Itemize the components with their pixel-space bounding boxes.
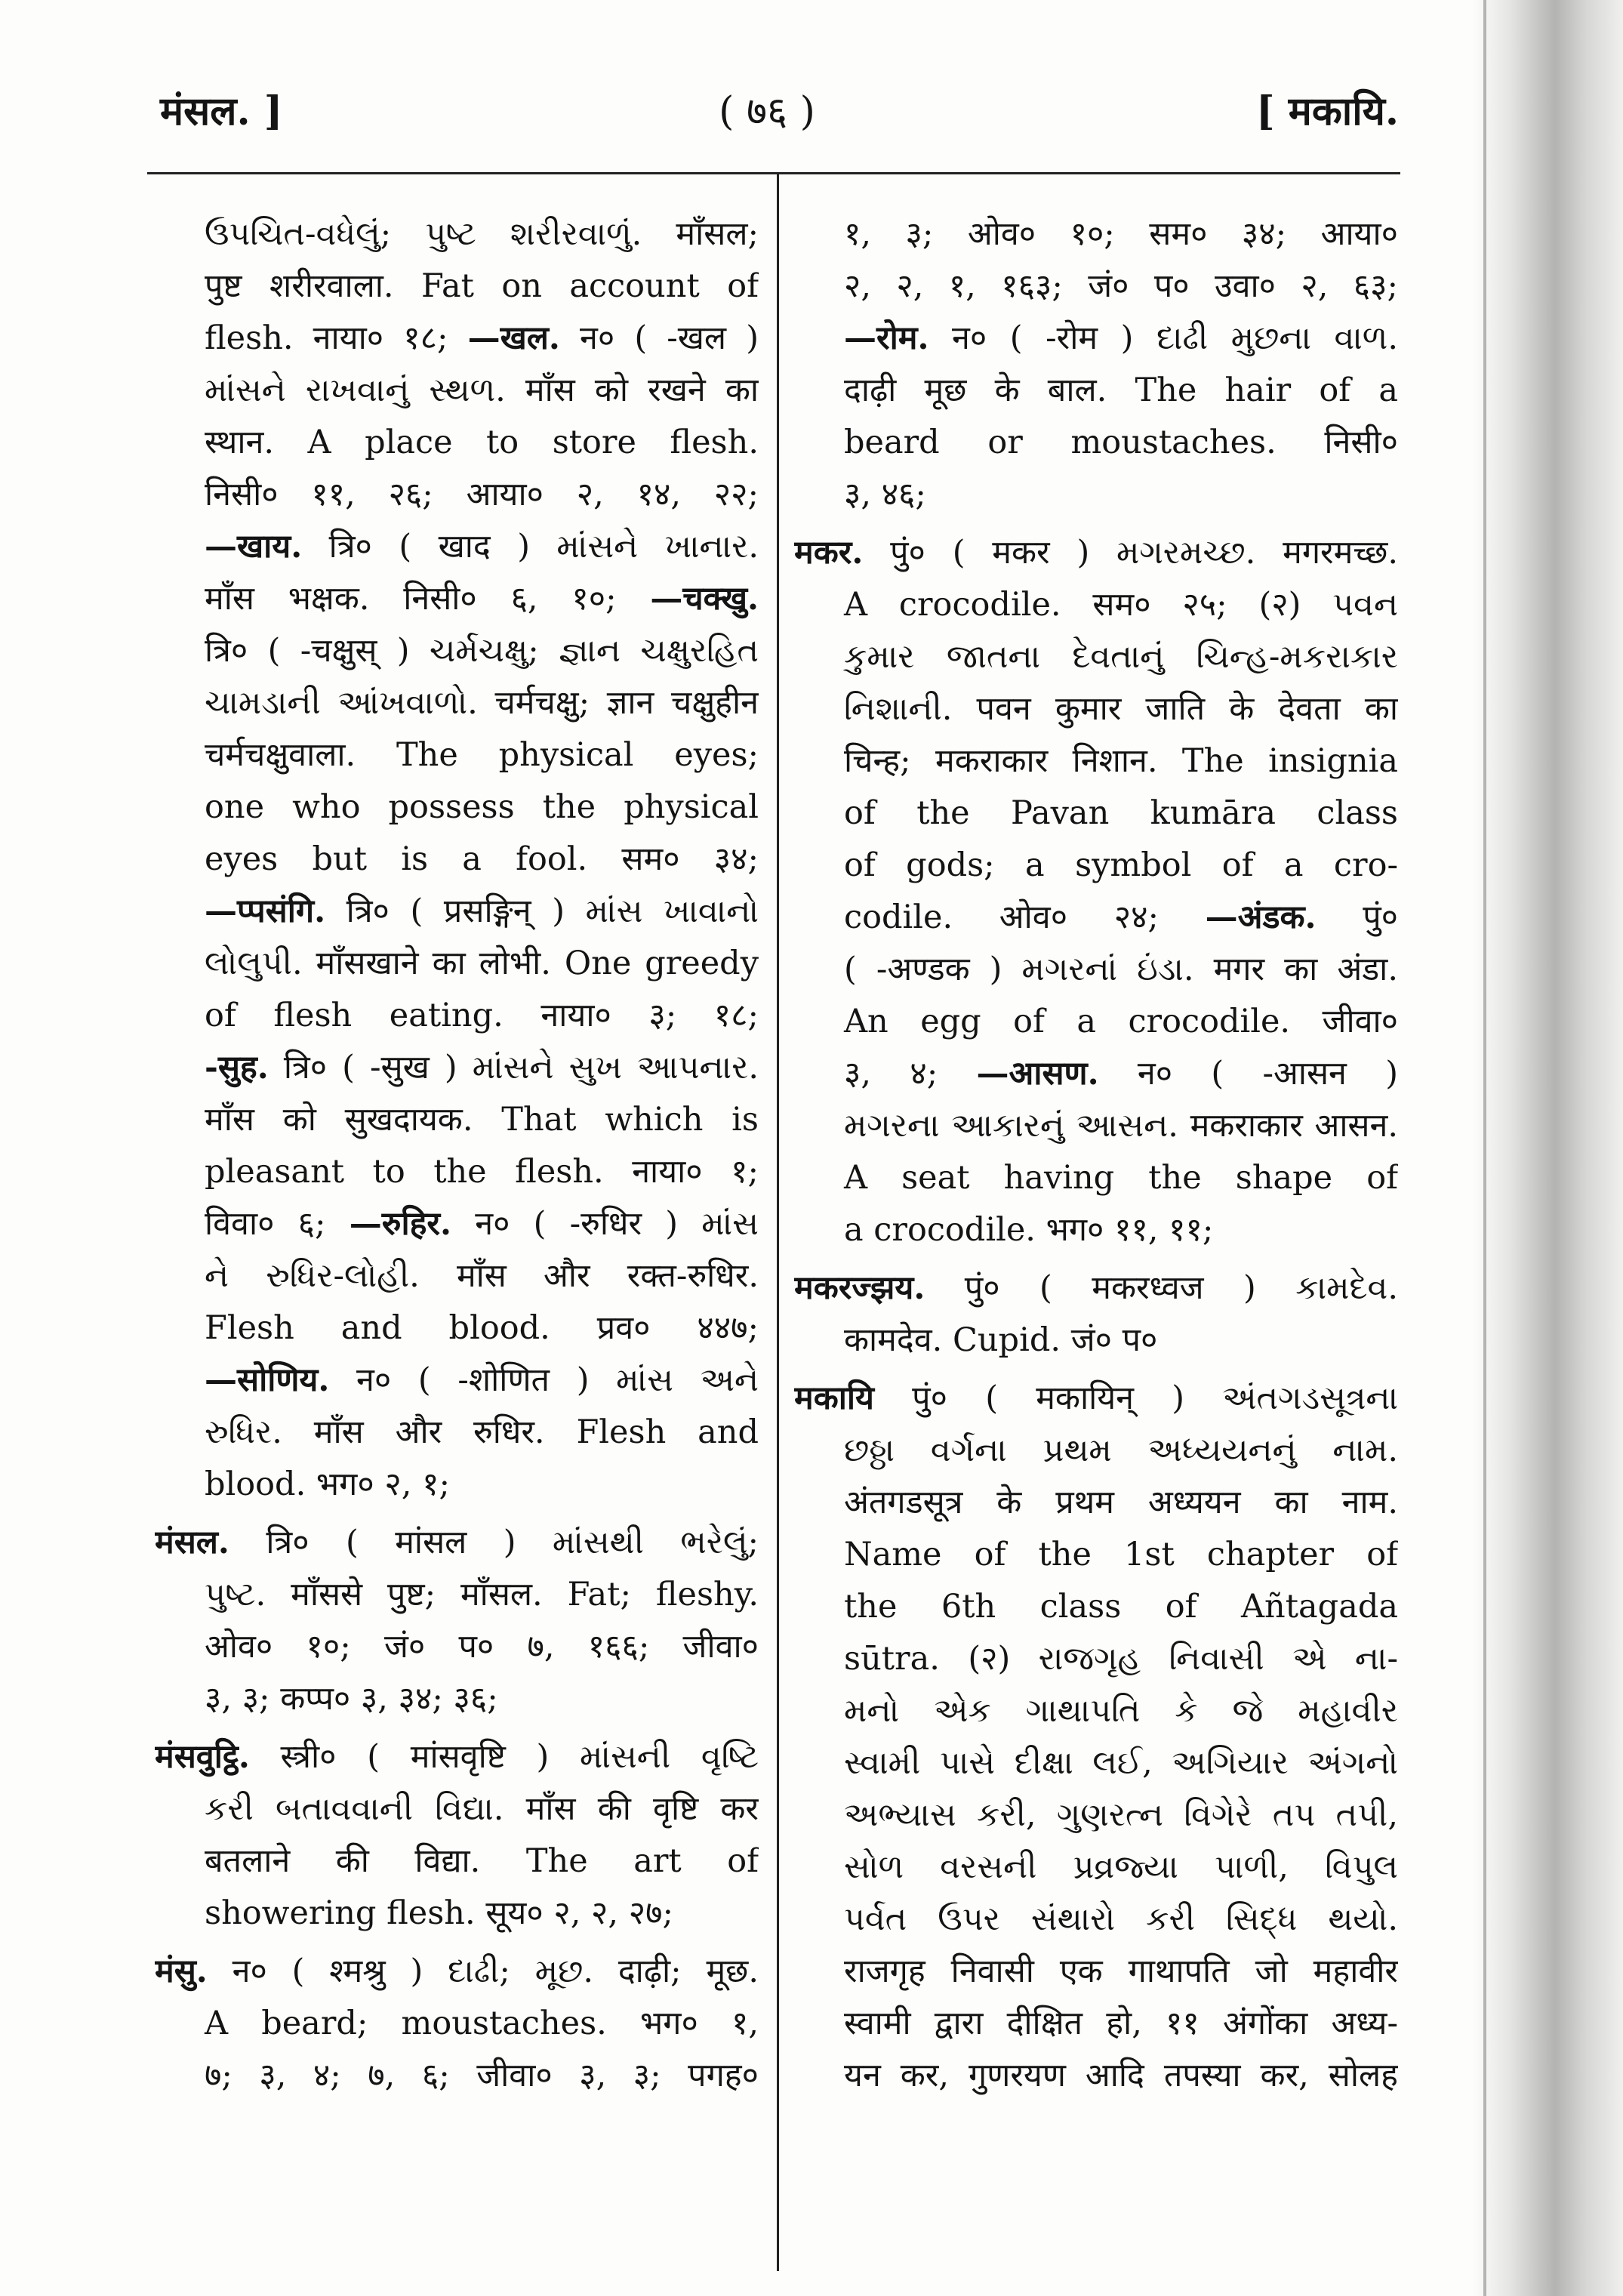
text-line [794,787,1398,840]
page-edge-line [1483,0,1486,2296]
entry-text: codile. ओव० २४; [844,898,1206,936]
text-line [155,1569,759,1621]
text-line [794,1425,1398,1477]
right-column [794,208,1398,2141]
text-line [155,1731,759,1783]
entry-text: A seat having the shape of [844,1159,1398,1197]
text-line [794,1946,1398,1998]
page-number: ( ७६ ) [719,89,815,134]
entry-text: one who possess the physical [205,788,759,826]
text-line [155,1621,759,1673]
sub-headword: —रुहिर. [349,1205,451,1243]
entry-text: the 6th class of Añtagada [844,1588,1398,1626]
entry-text: pleasant to the flesh. नाया० १; [205,1153,759,1191]
entry-text: बतलाने की विद्या. The art of [205,1842,759,1880]
text-line [155,1783,759,1835]
text-line [155,1198,759,1250]
dictionary-entry [794,527,1398,1256]
entry-text: चर्मचक्षुवाला. The physical eyes; [205,736,759,774]
entry-text: पुष्ट शरीरवाला. Fat on account of [205,267,759,305]
entry-text: निसी० ११, २६; आया० २, १४, २२; [205,476,759,513]
entry-text: स्त्री० ( मांसवृष्टि ) માંસની વૃષ્ટિ [249,1738,759,1776]
dictionary-entry [155,1946,759,2102]
text-line [794,1685,1398,1737]
text-line [155,260,759,313]
text-line [155,990,759,1042]
entry-text: पुं० [1316,898,1398,936]
text-line [794,208,1398,260]
text-line [155,1673,759,1725]
text-line [155,1042,759,1094]
entry-text: ઉપચિત-વધેલું; પુષ્ટ શરીરવાળું. माँसल; [205,215,759,253]
entry-text: त्रि० ( खाद ) માંસને ખાનાર. [302,528,759,566]
text-line [794,1314,1398,1367]
entry-text: અભ્યાસ કરી, ગુણરત્ન વિગેરે તપ તપી, [844,1796,1398,1834]
left-column [155,208,759,2141]
text-line [155,729,759,781]
entry-text: ओव० १०; जं० प० ७, १६६; जीवा० [205,1628,759,1666]
text-line [794,1737,1398,1789]
entry-text: A crocodile. सम० २५; (२) પવન [844,586,1398,624]
entry-text: નિશાની. पवन कुमार जाति के देवता का [844,690,1398,728]
entry-text: રુધિર. माँस और रुधिर. Flesh and [205,1413,759,1451]
entry-text: છઠ્ઠા વર્ગના પ્રથમ અધ્યયનનું નામ. [844,1432,1398,1469]
entry-text: न० ( -आसन ) [1098,1055,1398,1093]
text-line [155,208,759,260]
text-line [155,1946,759,1998]
text-line [155,1250,759,1302]
text-line [155,1835,759,1888]
text-line [155,886,759,938]
text-line [794,1477,1398,1529]
dictionary-entry [155,1517,759,1725]
entry-text: पुं० ( मकरध्वज ) કામદેવ. [925,1269,1398,1307]
text-line [794,1152,1398,1204]
entry-text: ७; ३, ४; ७, ६; जीवा० ३, ३; पगह० [205,2057,759,2094]
text-line [794,1100,1398,1152]
text-line [794,1048,1398,1100]
entry-text: Name of the 1st chapter of [844,1536,1398,1573]
text-line [794,840,1398,892]
entry-text: માંસને રાખવાનું સ્થળ. माँस को रखने का [205,371,759,409]
text-line [155,1354,759,1407]
text-line [794,527,1398,579]
entry-text: eyes but is a fool. सम० ३४; [205,840,759,878]
entry-text: ને રુધિર-લોહી. माँस और रक्त-रुधिर. [205,1257,759,1295]
entry-text: २, २, १, १६३; जं० प० उवा० २, ६३; [844,267,1398,305]
entry-text: showering flesh. सूय० २, २, २७; [205,1894,673,1932]
entry-text: न० ( -शोणित ) માંસ અને [329,1361,759,1399]
text-line [794,469,1398,521]
text-line [155,1407,759,1459]
entry-text: કરી બતાવવાની વિદ્યા. माँस की वृष्टि कर [205,1790,759,1828]
entry-text: beard or moustaches. निसी० [844,424,1398,461]
text-line [155,677,759,729]
entry-text: १, ३; ओव० १०; सम० ३४; आया० [844,215,1398,253]
text-line [794,683,1398,735]
entry-text: A beard; moustaches. भग० १, [205,2005,759,2042]
text-line [155,2050,759,2102]
text-line [155,938,759,990]
entry-text: न० ( -रुधिर ) માંસ [451,1205,759,1243]
entry-text: of the Pavan kumāra class [844,794,1398,832]
headword: मकर. [794,534,864,572]
headword: मंसवुट्ठि. [155,1738,250,1776]
text-line [794,579,1398,631]
headword: मकरज्झय. [794,1269,925,1307]
text-line [155,1302,759,1354]
text-line [794,260,1398,313]
entry-text: न० ( -रोम ) દાઢી મુછના વાળ. [929,319,1398,357]
sub-headword: —खाय. [205,528,303,566]
header-rule [147,172,1400,174]
running-head-left: मंसल. ] [160,88,283,134]
dictionary-entry [794,1262,1398,1367]
text-line [794,1373,1398,1425]
entry-text: ३, ४; [844,1055,977,1093]
headword: मंसल. [155,1524,229,1561]
sub-headword: —रोम. [844,319,929,357]
text-line [794,631,1398,683]
dictionary-entry [794,1373,1398,2102]
text-line [794,1894,1398,1946]
text-line [155,1888,759,1940]
text-line [794,944,1398,996]
running-head-right: [ मकायि. [1256,88,1399,134]
entry-text: of flesh eating. नाया० ३; १८; [205,997,759,1034]
text-line [155,469,759,521]
text-line [794,996,1398,1048]
text-line [155,417,759,469]
text-line [794,1998,1398,2050]
column-divider [777,172,779,2271]
entry-text: माँस को सुखदायक. That which is [205,1101,759,1139]
sub-headword: —खल. [467,319,560,357]
dictionary-entry [155,1731,759,1940]
text-line [794,1633,1398,1685]
entry-text: પર્વત ઉપર સંથારો કરી સિદ્ધ થયો. [844,1900,1398,1938]
entry-text: न० ( श्मश्रु ) દાઢી; મૂછ. दाढ़ी; मूछ. [207,1952,759,1990]
entry-text: अंतगडसूत्र के प्रथम अध्ययन का नाम. [844,1484,1398,1521]
text-line [794,892,1398,944]
entry-text: चिन्ह; मकराकार निशान. The insignia [844,742,1398,780]
text-line [794,735,1398,787]
text-line [155,521,759,573]
entry-text: यन कर, गुणरयण आदि तपस्या कर, सोलह [844,2057,1398,2094]
text-line [155,313,759,365]
dictionary-entry [794,208,1398,521]
text-line [794,1529,1398,1581]
entry-text: त्रि० ( मांसल ) માંસથી ભરેલું; [229,1524,759,1561]
entry-text: Flesh and blood. प्रव० ४४७; [205,1309,759,1347]
text-line [155,834,759,886]
text-line [794,1841,1398,1894]
entry-text: दाढ़ी मूछ के बाल. The hair of a [844,371,1398,409]
entry-text: સ્વામી પાસે દીક્ષા લઈ, અગિયાર અંગનો [844,1744,1398,1782]
entry-text: माँस भक्षक. निसी० ६, १०; [205,580,651,618]
entry-text: स्थान. A place to store flesh. [205,424,759,461]
entry-text: blood. भग० २, १; [205,1465,450,1503]
sub-headword: —चक्खु. [650,580,759,618]
sub-headword: —आसण. [976,1055,1099,1093]
entry-text: राजगृह निवासी एक गाथापति जो महावीर [844,1952,1398,1990]
headword: मंसु. [155,1952,208,1990]
entry-text: મગરના આકારનું આસન. मकराकार आसन. [844,1107,1398,1145]
entry-text: पुं० ( मकर ) મગરમચ્છ. मगरमच्छ. [863,534,1398,572]
entry-text: sūtra. (२) રાજગૃહ નિવાસી એ ના- [844,1640,1398,1678]
text-line [155,573,759,625]
entry-text: An egg of a crocodile. जीवा० [844,1003,1398,1040]
sub-headword: -सुह. [205,1049,269,1086]
text-line [794,1789,1398,1841]
text-line [155,781,759,834]
text-line [794,365,1398,417]
text-line [155,1998,759,2050]
sub-headword: —अंडक. [1205,898,1317,936]
entry-text: a crocodile. भग० ११, ११; [844,1211,1214,1249]
entry-text: ચામડાની આંખવાળો. चर्मचक्षु; ज्ञान चक्षुहीन [205,684,759,722]
entry-text: of gods; a symbol of a cro- [844,846,1398,884]
entry-text: પુષ્ટ. माँससे पुष्ट; माँसल. Fat; fleshy. [205,1576,759,1613]
entry-text: कामदेव. Cupid. जं० प० [844,1321,1158,1359]
text-line [155,1146,759,1198]
text-line [155,1517,759,1569]
text-line [155,625,759,677]
text-line [794,417,1398,469]
entry-text: त्रि० ( -सुख ) માંસને સુખ આપનાર. [268,1049,759,1086]
entry-text: સોળ વરસની પ્રવ્રજ્યા પાળી, વિપુલ [844,1848,1398,1886]
text-line [794,1262,1398,1314]
entry-text: ३, ३; कप्प० ३, ३४; ३६; [205,1680,498,1718]
dictionary-entry [155,208,759,1511]
entry-text: ३, ४६; [844,476,926,513]
entry-text: flesh. नाया० १८; [205,319,468,357]
entry-text: મનો એક ગાથાપતિ કે જે મહાવીર [844,1692,1398,1730]
entry-text: स्वामी द्वारा दीक्षित हो, ११ अंगोंका अध्य- [844,2005,1398,2042]
text-line [155,365,759,417]
entry-text: न० ( -खल ) [559,319,759,357]
entry-text: पुं० ( मकायिन् ) અંતગડસૂત્રના [873,1379,1398,1417]
entry-text: विवा० ६; [205,1205,350,1243]
text-line [155,1094,759,1146]
text-line [794,2050,1398,2102]
entry-text: त्रि० ( -चक्षुस् ) ચર્મચક્ષુ; જ્ઞાન ચક્ષુરહિત [205,632,759,670]
text-line [794,1581,1398,1633]
sub-headword: —सोणिय. [205,1361,330,1399]
entry-text: કુમાર જાતના દેવતાનું ચિન્હ-મકરાકાર [844,638,1398,676]
headword: मकायि [794,1379,874,1417]
sub-headword: —प्पसंगि. [205,892,326,930]
text-line [155,1459,759,1511]
entry-text: त्रि० ( प्रसङ्गिन् ) માંસ ખાવાનો [325,892,759,930]
page-edge-shadow [1472,0,1623,2296]
entry-text: લોલુપી. माँसखाने का लोभी. One greedy [205,945,759,982]
text-line [794,313,1398,365]
entry-text: ( -अण्डक ) મગરનાં ઇંડા. मगर का अंडा. [844,951,1398,988]
text-line [794,1204,1398,1256]
